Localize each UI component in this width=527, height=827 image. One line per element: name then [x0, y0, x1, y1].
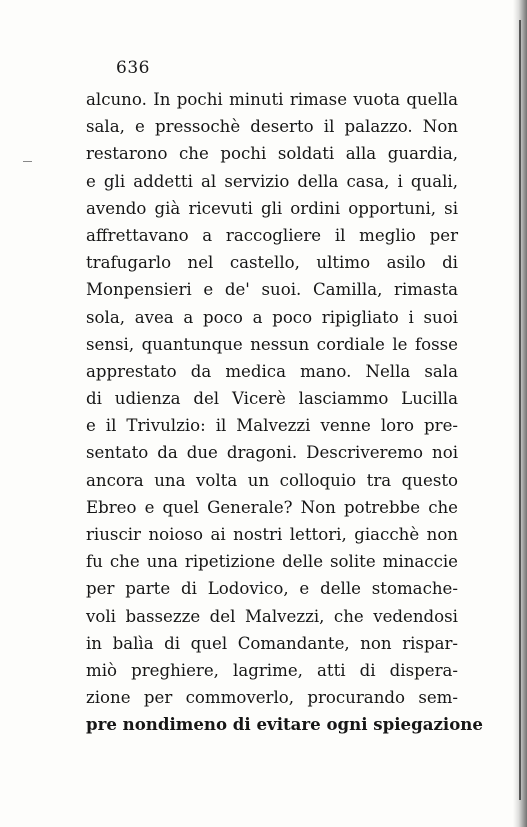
text-line: avendo già ricevuti gli ordini opportuni, si [86, 198, 458, 218]
text-line: Monpensieri e de' suoi. Camilla, rimasta [86, 280, 458, 300]
text-line: trafugarlo nel castello, ultimo asilo di [86, 253, 458, 273]
text-line: e il Trivulzio: il Malvezzi venne loro pre- [86, 416, 458, 436]
text-line: e gli addetti al servizio della casa, i quali, [86, 171, 458, 191]
text-line: sola, avea a poco a poco ripigliato i suoi [86, 307, 458, 327]
text-line: riuscir noioso ai nostri lettori, giacchè non [86, 525, 458, 544]
text-line: sensi, quantunque nessun cordiale le fosse [86, 334, 458, 354]
text-line: in balìa di quel Comandante, non rispar- [86, 633, 458, 653]
text-line: di udienza del Vicerè lasciammo Lucilla [86, 389, 458, 409]
text-line: sala, e pressochè deserto il palazzo. Non [86, 117, 458, 137]
text-line: restarono che pochi soldati alla guardia, [86, 144, 458, 164]
text-line: alcuno. In pochi minuti rimase vuota quella [86, 90, 458, 109]
text-line: per parte di Lodovico, e delle stomache- [86, 579, 458, 599]
text-line: zione per commoverlo, procurando sem- [86, 688, 458, 708]
text-line: fu che una ripetizione delle solite minaccie [86, 552, 458, 572]
text-line: pre nondimeno di evitare ogni spiegazione [86, 714, 483, 735]
page-number: 636 [116, 58, 150, 78]
page-edge-line [519, 20, 521, 800]
text-line: apprestato da medica mano. Nella sala [86, 361, 458, 381]
text-line: sentato da due dragoni. Descriveremo noi [86, 443, 458, 463]
margin-mark [23, 161, 32, 162]
text-line: affrettavano a raccogliere il meglio per [86, 225, 458, 245]
text-line: miò preghiere, lagrime, atti di dispera- [86, 660, 458, 680]
page-body-text [86, 86, 483, 739]
text-line: ancora una volta un colloquio tra questo [86, 470, 458, 490]
text-line: Ebreo e quel Generale? Non potrebbe che [86, 497, 458, 517]
text-line: voli bassezze del Malvezzi, che vedendosi [86, 606, 458, 626]
